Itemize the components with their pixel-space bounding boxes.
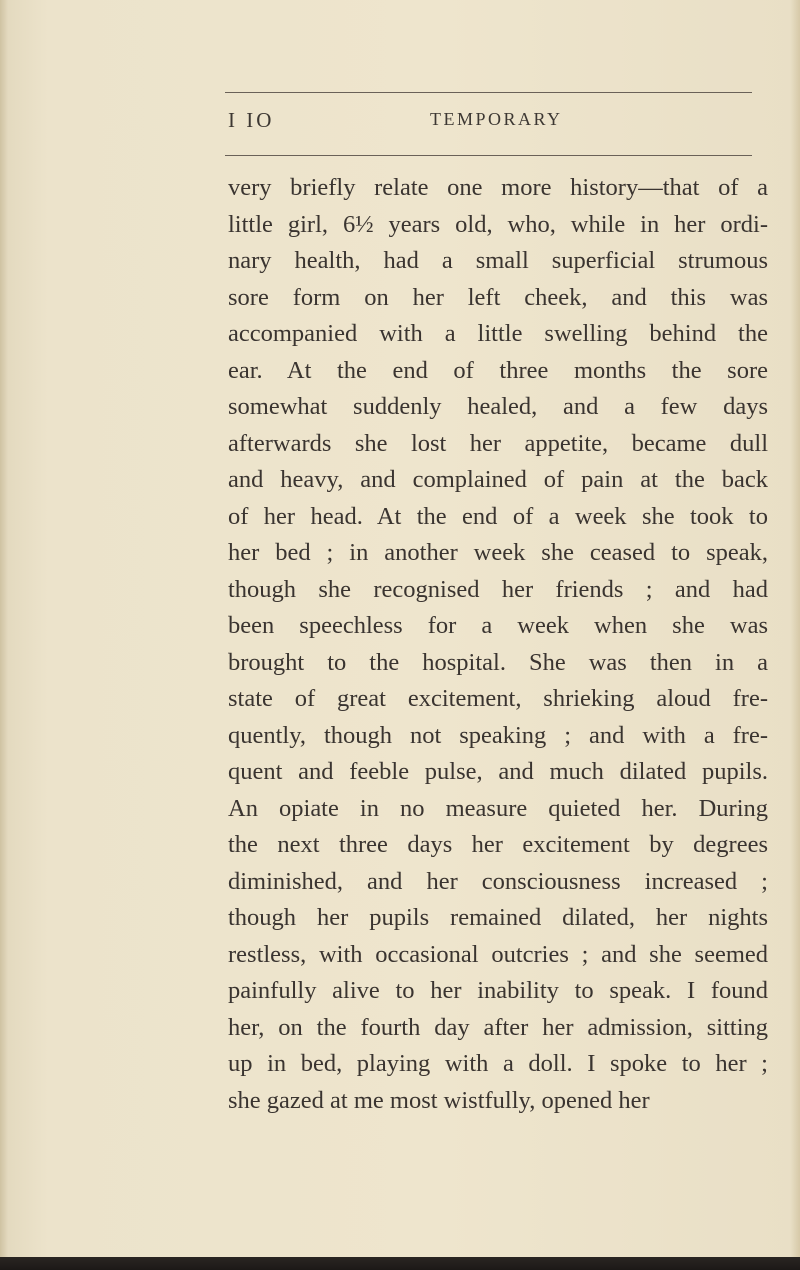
header-rule-top [225, 92, 752, 93]
page-left-edge-shadow [0, 0, 8, 1270]
text-line: and heavy, and complained of pain at the back [228, 466, 768, 493]
text-line: restless, with occasional outcries ; and she seemed [228, 940, 768, 968]
text-line: somewhat suddenly healed, and a few days [228, 393, 768, 420]
text-line: nary health, had a small superficial strumous [228, 247, 768, 274]
page-number: I IO [228, 108, 275, 132]
text-line: her, on the fourth day after her admission, sitting [228, 1013, 768, 1041]
header-rule-bottom [225, 155, 752, 156]
text-line: of her head. At the end of a week she took to [228, 502, 768, 530]
running-head-title: TEMPORARY [430, 109, 563, 129]
page-right-edge-shadow [790, 0, 800, 1270]
text-line: diminished, and her consciousness increased ; [228, 867, 768, 895]
text-line: accompanied with a little swelling behind the [228, 320, 768, 347]
text-line: been speechless for a week when she was [228, 612, 768, 639]
text-line: quent and feeble pulse, and much dilated pupils. [228, 758, 768, 785]
text-line: she gazed at me most wistfully, opened her [228, 1086, 650, 1114]
text-line: sore form on her left cheek, and this was [228, 283, 768, 311]
text-line: though her pupils remained dilated, her nights [228, 904, 768, 931]
text-line: brought to the hospital. She was then in a [228, 648, 768, 676]
text-line: An opiate in no measure quieted her. During [228, 794, 768, 822]
body-text [228, 170, 768, 1119]
text-line: ear. At the end of three months the sore [228, 356, 768, 384]
text-line: very briefly relate one more history—that of a [228, 174, 768, 201]
text-line: up in bed, playing with a doll. I spoke to her ; [228, 1050, 768, 1077]
running-head [228, 108, 738, 138]
text-line: though she recognised her friends ; and had [228, 575, 768, 603]
text-line: little girl, 6½ years old, who, while in her ordi- [228, 210, 768, 238]
text-line: her bed ; in another week she ceased to speak, [228, 539, 768, 566]
text-line: afterwards she lost her appetite, became dull [228, 429, 768, 457]
text-line: the next three days her excitement by degrees [228, 831, 768, 858]
page-bottom-edge [0, 1257, 800, 1270]
text-line: painfully alive to her inability to speak. I found [228, 977, 768, 1004]
text-line: state of great excitement, shrieking aloud fre- [228, 685, 768, 712]
text-line: quently, though not speaking ; and with a fre- [228, 721, 768, 749]
